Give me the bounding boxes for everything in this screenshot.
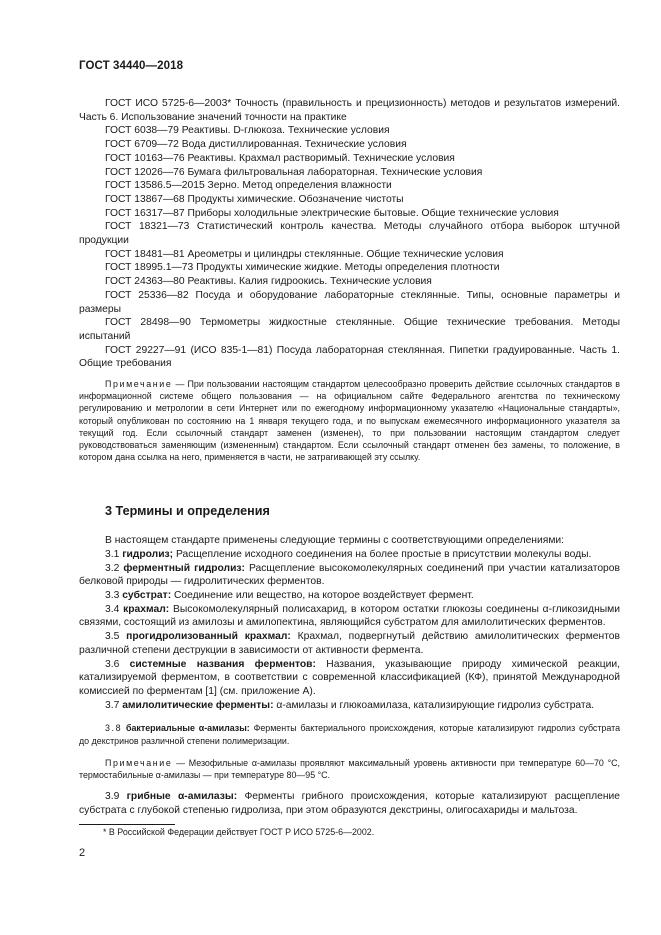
reference-item: ГОСТ 25336—82 Посуда и оборудование лабораторные стеклянные. Типы, основные параметры и размеры bbox=[79, 289, 620, 315]
term-name: грибные α-амилазы: bbox=[126, 791, 238, 803]
term-entry bbox=[79, 589, 620, 603]
term-number: 3.2 bbox=[105, 562, 124, 574]
term-entry bbox=[79, 562, 620, 589]
term-entry bbox=[79, 658, 620, 699]
term-name: ферментный гидролиз: bbox=[123, 562, 245, 574]
term-name: системные названия ферментов: bbox=[129, 658, 316, 670]
reference-item: ГОСТ ИСО 5725-6—2003* Точность (правильность и прецизионность) методов и результатов измерений. Часть 6. Использование значений точности на практике bbox=[79, 98, 620, 123]
term-number: 3.5 bbox=[105, 631, 127, 643]
note-label: Примечание bbox=[105, 757, 173, 768]
document-header: ГОСТ 34440—2018 bbox=[79, 60, 184, 72]
reference-item: ГОСТ 6709—72 Вода дистиллированная. Технические условия bbox=[105, 139, 407, 151]
term-definition: Расщепление высокомолекулярных соединений при участии катализаторов белковой природы — гидролитических ферментов. bbox=[79, 562, 620, 588]
term-entry bbox=[79, 603, 620, 630]
term-definition: Соединение или вещество, на которое воздействует фермент. bbox=[171, 590, 474, 601]
note-references bbox=[79, 378, 620, 463]
term-name: бактериальные α-амилазы: bbox=[125, 723, 250, 734]
term-entry bbox=[79, 630, 620, 657]
reference-item: ГОСТ 18481—81 Ареометры и цилиндры стеклянные. Общие технические условия bbox=[105, 248, 504, 260]
term-number: 3.7 bbox=[105, 699, 123, 711]
term-number: 3.3 bbox=[105, 590, 123, 601]
term-number: 3.6 bbox=[105, 658, 130, 670]
term-number: 3.4 bbox=[105, 603, 124, 615]
term-number: 3.1 bbox=[105, 548, 123, 560]
reference-item: ГОСТ 28498—90 Термометры жидкостные стеклянные. Общие технические требования. Методы испытаний bbox=[79, 317, 620, 342]
reference-item: ГОСТ 18995.1—73 Продукты химические жидкие. Методы определения плотности bbox=[105, 262, 500, 274]
normative-references bbox=[79, 97, 620, 371]
term-name: крахмал: bbox=[123, 603, 170, 615]
term-entry bbox=[79, 790, 620, 817]
footnote: * В Российской Федерации действует ГОСТ Р ИСО 5725-6—2002. bbox=[103, 827, 375, 837]
term-definition: Ферменты грибного происхождения, которые катализируют расщепление субстрата с глубокой степенью гидролиза, при этом образуются декстрины, олигосахариды и мальтоза. bbox=[79, 791, 620, 816]
term-definition: Расщепление исходного соединения на более простые в присутствии молекулы воды. bbox=[173, 548, 592, 560]
note-mesophilic bbox=[79, 757, 620, 781]
term-definition: α-амилазы и глюкоамилаза, катализирующие гидролиз субстрата. bbox=[273, 699, 595, 711]
term-entry bbox=[79, 699, 620, 713]
reference-item: ГОСТ 6038—79 Реактивы. D-глюкоза. Технические условия bbox=[105, 125, 390, 137]
reference-item: ГОСТ 10163—76 Реактивы. Крахмал растворимый. Технические условия bbox=[105, 152, 455, 164]
section-title: 3 Термины и определения bbox=[105, 504, 270, 519]
term-entry bbox=[79, 548, 620, 562]
reference-item: ГОСТ 13586.5—2015 Зерно. Метод определения влажности bbox=[105, 180, 392, 192]
reference-item: ГОСТ 12026—76 Бумага фильтровальная лабораторная. Технические условия bbox=[105, 166, 483, 178]
term-number: 3.9 bbox=[105, 791, 127, 803]
term-number: 3.8 bbox=[105, 723, 123, 734]
page-number: 2 bbox=[79, 847, 86, 859]
note-text: — Мезофильные α-амилазы проявляют максимальный уровень активности при температуре 60—70 °С, термостабильные α-амилазы — при температуре 80—95 °С. bbox=[79, 757, 620, 780]
reference-item: ГОСТ 29227—91 (ИСО 835-1—81) Посуда лабораторная стеклянная. Пипетки градуированные. Часть 1. Общие требования bbox=[79, 344, 620, 370]
term-definition: Крахмал, подвергнутый действию амилолитических ферментов различной степени деструкции в зависимости от активности фермента. bbox=[79, 631, 621, 656]
note-label: Примечание bbox=[105, 379, 173, 390]
term-definition: Высокомолекулярный полисахарид, в котором остатки глюкозы соединены α-гликозидными связями, состоящий из амилозы и амилопектина, являющийся субстратом для амилолитических ферментов. bbox=[79, 603, 620, 629]
term-name: прогидролизованный крахмал: bbox=[126, 631, 291, 643]
term-name: субстрат: bbox=[122, 590, 172, 601]
section-intro: В настоящем стандарте применены следующие термины с соответствующими определениями: bbox=[105, 535, 565, 547]
term-name: гидролиз; bbox=[122, 548, 174, 560]
term-definition: Названия, указывающие природу химической реакции, катализируемой ферментом, в соответствии с современной классификацией (КФ), принятой Международной комиссией по ферментам [1] (см. приложение А). bbox=[79, 658, 620, 697]
footnote-divider bbox=[79, 824, 175, 825]
term-definition: Ферменты бактериального происхождения, которые катализируют гидролиз субстрата до декстринов различной степени полимеризации. bbox=[79, 723, 621, 746]
reference-item: ГОСТ 16317—87 Приборы холодильные электрические бытовые. Общие технические условия bbox=[105, 207, 559, 219]
term-name: амилолитические ферменты: bbox=[122, 699, 274, 711]
reference-item: ГОСТ 24363—80 Реактивы. Калия гидроокись. Технические условия bbox=[105, 276, 432, 288]
page-content bbox=[79, 97, 620, 818]
reference-item: ГОСТ 18321—73 Статистический контроль качества. Методы случайного отбора выборок штучной продукции bbox=[79, 221, 620, 247]
term-entry-small bbox=[79, 722, 620, 746]
reference-item: ГОСТ 13867—68 Продукты химические. Обозначение чистоты bbox=[105, 193, 404, 205]
note-text: — При пользовании настоящим стандартом целесообразно проверить действие ссылочных стандартов в информационной системе общего пользования — на официальном сайте Федерального агентства по техническому регулированию и метрологии в сети Интернет или по ежегодному информационному указателю «Национальные стандарты», который опубликован по состоянию на 1 января текущего года, и по выпускам ежемесячного информационного указателя за текущий год. Если ссылочный стандарт заменен (изменен), то при пользовании настоящим стандартом следует руководствоваться заменяющим (измененным) стандартом. Если ссылочный стандарт отменен без замены, то положение, в котором дана ссылка на него, применяется в части, не затрагивающей эту ссылку. bbox=[79, 379, 620, 463]
